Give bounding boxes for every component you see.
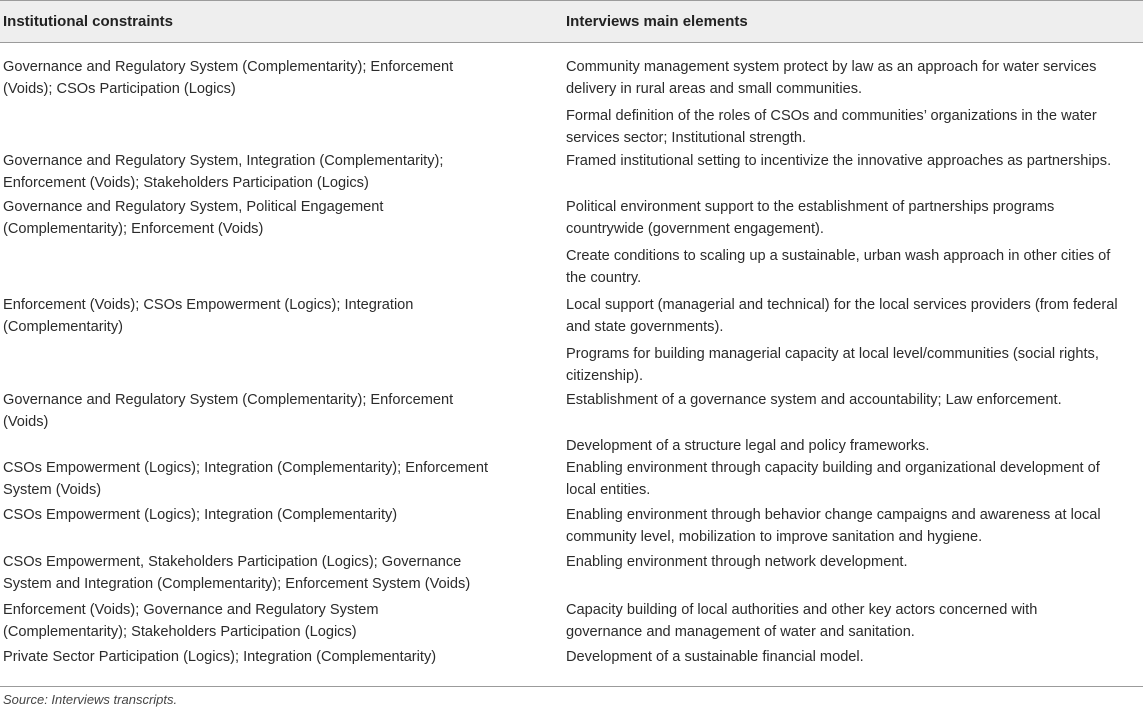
constraints-line: Enforcement (Voids); Governance and Regulatory System (3, 602, 379, 618)
cell-constraints (0, 647, 566, 665)
element-line: citizenship). (566, 367, 644, 384)
element-line: Community management system protect by law as an approach for water services (566, 59, 1097, 75)
cell-elements (566, 505, 1143, 545)
cell-constraints (0, 600, 566, 640)
element-paragraph (566, 197, 1135, 240)
cell-constraints (0, 505, 566, 540)
element-line: Enabling environment through capacity building and organizational development of (566, 460, 1100, 476)
constraints-line: (Complementarity); Enforcement (Voids) (3, 220, 264, 237)
element-line: delivery in rural areas and small communities. (566, 80, 863, 97)
constraints-line: Governance and Regulatory System (Complementarity); Enforcement (3, 59, 454, 75)
element-line: Local support (managerial and technical) for the local services providers (from federal (566, 297, 1118, 313)
constraints-line: Governance and Regulatory System, Political Engagement (3, 199, 384, 215)
element-line: Development of a structure legal and policy frameworks. (566, 437, 930, 454)
cell-constraints (0, 458, 566, 498)
constraints-line: Governance and Regulatory System (Complementarity); Enforcement (3, 392, 454, 408)
cell-elements (566, 647, 1143, 665)
cell-constraints (0, 151, 566, 191)
element-line: Formal definition of the roles of CSOs and communities’ organizations in the water (566, 108, 1097, 124)
table-bottom-rule (0, 686, 1143, 687)
cell-elements (566, 458, 1143, 498)
element-paragraph (566, 151, 1135, 173)
table-body (0, 43, 1143, 665)
element-line: Create conditions to scaling up a sustainable, urban wash approach in other cities of (566, 248, 1111, 264)
element-paragraph (566, 57, 1135, 100)
element-line: Enabling environment through network development. (566, 554, 908, 570)
element-line: Development of a sustainable financial model. (566, 649, 864, 665)
table-row (0, 493, 1143, 545)
element-line: Enabling environment through behavior change campaigns and awareness at local (566, 507, 1101, 523)
table-row (0, 540, 1143, 592)
element-line: Capacity building of local authorities and other key actors concerned with (566, 602, 1038, 618)
constraints-line: (Voids) (3, 413, 49, 430)
constraints-line: CSOs Empowerment (Logics); Integration (Complementarity); Enforcement (3, 460, 489, 476)
element-paragraph (566, 552, 1135, 574)
element-line: Programs for building managerial capacity at local level/communities (social rights, (566, 346, 1099, 362)
element-line: Framed institutional setting to incentivize the innovative approaches as partnerships. (566, 153, 1112, 169)
table-row (0, 635, 1143, 665)
constraints-line: CSOs Empowerment, Stakeholders Participation (Logics); Governance (3, 554, 462, 570)
element-paragraph (566, 390, 1135, 412)
element-line: and state governments). (566, 318, 724, 335)
table-header (0, 0, 1143, 43)
element-paragraph (566, 647, 1135, 669)
constraints-line: System and Integration (Complementarity); Enforcement System (Voids) (3, 575, 471, 592)
table-row (0, 139, 1143, 191)
cell-constraints (0, 390, 566, 446)
constraints-line: Enforcement (Voids); Stakeholders Participation (Logics) (3, 174, 369, 191)
source-note: Source: Interviews transcripts. (3, 692, 178, 707)
element-line: Political environment support to the establishment of partnerships programs (566, 199, 1055, 215)
table-row (0, 185, 1143, 286)
header-institutional-constraints: Institutional constraints (3, 13, 174, 30)
element-line: the country. (566, 269, 642, 286)
cell-constraints (0, 197, 566, 283)
constraints-line: Governance and Regulatory System, Integration (Complementarity); (3, 153, 444, 169)
element-line: governance and management of water and sanitation. (566, 623, 915, 640)
constraints-line: System (Voids) (3, 481, 102, 498)
element-line: community level, mobilization to improve sanitation and hygiene. (566, 528, 983, 545)
cell-elements (566, 600, 1143, 640)
constraints-line: (Complementarity) (3, 318, 124, 335)
table-row (0, 588, 1143, 640)
element-line: countrywide (government engagement). (566, 220, 824, 237)
element-line: services sector; Institutional strength. (566, 129, 807, 146)
cell-constraints (0, 552, 566, 592)
table-row (0, 43, 1143, 146)
table-row (0, 446, 1143, 498)
header-interviews-main-elements: Interviews main elements (566, 13, 748, 30)
constraints-line: Private Sector Participation (Logics); Integration (Complementarity) (3, 649, 437, 665)
constraints-line: CSOs Empowerment (Logics); Integration (Complementarity) (3, 507, 398, 523)
cell-elements (566, 197, 1143, 286)
table-row (0, 378, 1143, 454)
cell-constraints (0, 295, 566, 378)
cell-elements (566, 57, 1143, 146)
element-paragraph (566, 295, 1135, 338)
cell-elements (566, 552, 1143, 588)
element-line: local entities. (566, 481, 651, 498)
cell-elements (566, 151, 1143, 185)
cell-elements (566, 295, 1143, 384)
cell-constraints (0, 57, 566, 139)
cell-elements (566, 390, 1143, 454)
element-line: Establishment of a governance system and accountability; Law enforcement. (566, 392, 1062, 408)
constraints-line: (Voids); CSOs Participation (Logics) (3, 80, 236, 97)
constraints-line: (Complementarity); Stakeholders Participation (Logics) (3, 623, 357, 640)
constraints-line: Enforcement (Voids); CSOs Empowerment (Logics); Integration (3, 297, 414, 313)
table-row (0, 283, 1143, 384)
